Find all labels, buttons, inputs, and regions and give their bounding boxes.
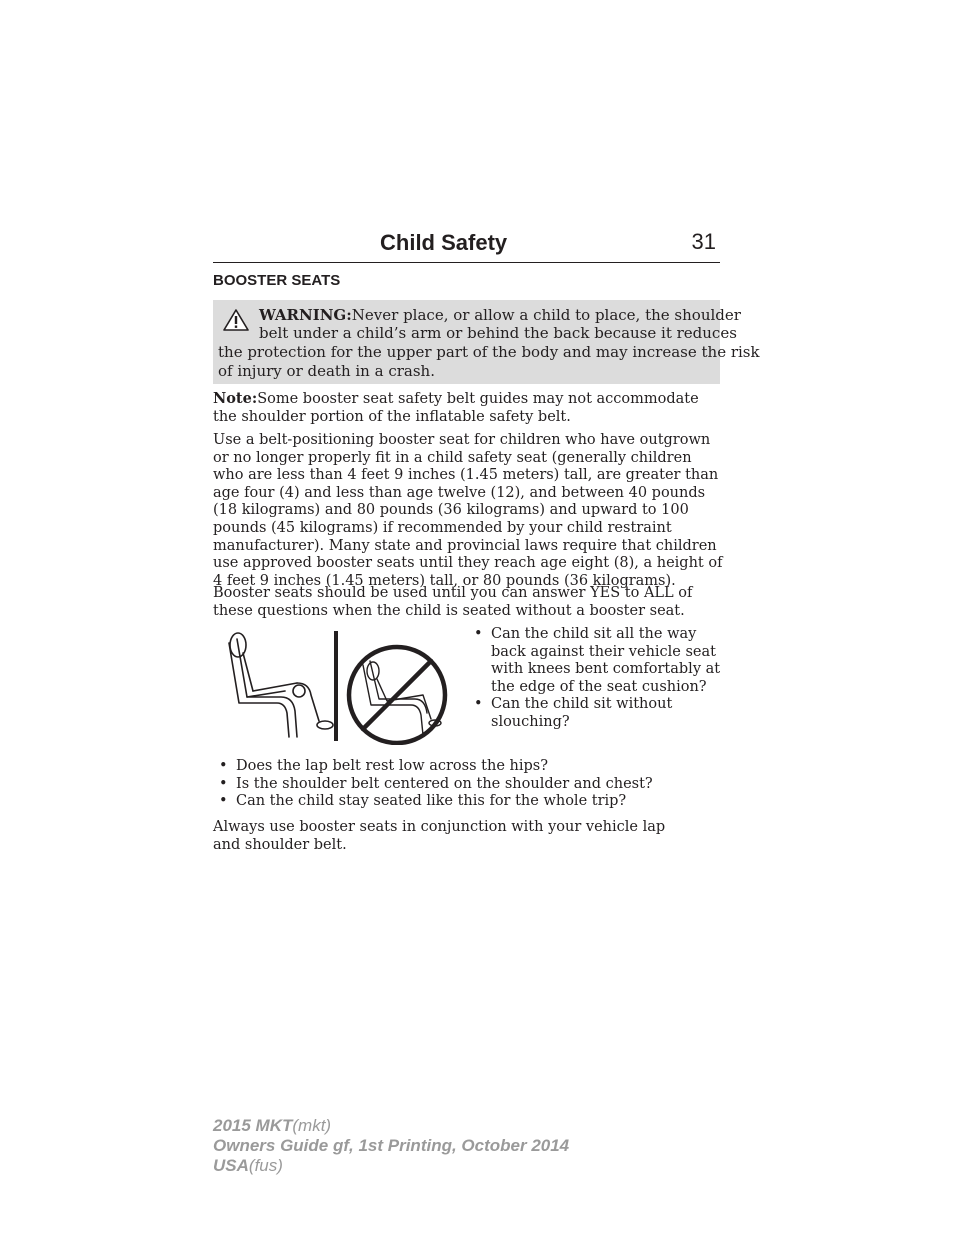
page-footer bbox=[213, 1116, 569, 1176]
list-item bbox=[213, 758, 723, 776]
footer-model: 2015 MKT bbox=[213, 1116, 293, 1135]
footer-market-code: (fus) bbox=[248, 1156, 283, 1175]
bullet-glyph: • bbox=[474, 626, 483, 642]
list-item-text: Is the shoulder belt centered on the shoulder and chest? bbox=[236, 775, 653, 792]
list-item-text: Can the child sit without slouching? bbox=[491, 696, 673, 730]
list-item bbox=[468, 696, 728, 731]
closing-paragraph: Always use booster seats in conjunction with your vehicle lap and shoulder belt. bbox=[213, 819, 666, 853]
footer-guide: Owners Guide gf, 1st Printing, October 2014 bbox=[213, 1136, 570, 1155]
list-item bbox=[468, 626, 728, 696]
bullet-glyph: • bbox=[474, 696, 483, 713]
warning-box bbox=[213, 300, 760, 384]
questions-intro-paragraph: Booster seats should be used until you can answer YES to ALL of these questions when the child is seated without a booster seat. bbox=[213, 585, 693, 619]
list-item-text: Can the child stay seated like this for the whole trip? bbox=[236, 793, 627, 810]
note-paragraph bbox=[213, 390, 723, 426]
warning-triangle-icon bbox=[223, 308, 249, 336]
usage-paragraph: Use a belt-positioning booster seat for children who have outgrown or no longer properly fit in a child safety seat (generally children who are less than 4 feet 9 inches (1.45 meters) tall, are greater than age four (4) and less than age twelve (12), and between 40 pounds (18 kilograms) and 80 pounds (36 kilograms) and upward to 100 pounds (45 kilograms) if recommended by your child restraint manufacturer). Many state and provincial laws require that children use approved booster seats until they reach age eight (8), a height of 4 feet 9 inches (1.45 meters) tall, or 80 pounds (36 kilograms). bbox=[213, 432, 723, 589]
page-number: 31 bbox=[691, 229, 716, 254]
warning-line-3: the protection for the upper part of the body and may increase the risk bbox=[218, 343, 760, 361]
list-item bbox=[213, 776, 723, 794]
footer-market: USA bbox=[213, 1156, 249, 1175]
bullet-glyph: • bbox=[219, 758, 228, 774]
side-bullet-list bbox=[468, 626, 728, 732]
footer-model-line bbox=[213, 1116, 569, 1136]
page-header bbox=[213, 226, 720, 263]
question-bullet-list bbox=[213, 758, 723, 811]
list-item-text: Does the lap belt rest low across the hips? bbox=[236, 758, 548, 774]
page-title: Child Safety bbox=[380, 230, 508, 255]
correct-child-foot bbox=[317, 721, 333, 729]
footer-guide-line bbox=[213, 1136, 569, 1156]
warning-label: WARNING: bbox=[259, 306, 352, 324]
note-label: Note: bbox=[213, 390, 258, 407]
bullet-glyph: • bbox=[219, 775, 228, 792]
list-item bbox=[213, 793, 723, 811]
footer-model-code: (mkt) bbox=[292, 1116, 332, 1135]
section-heading: BOOSTER SEATS bbox=[213, 272, 341, 289]
note-text: Some booster seat safety belt guides may not accommodate the shoulder portion of the inflatable safety belt. bbox=[213, 391, 699, 425]
footer-market-line bbox=[213, 1156, 569, 1176]
warning-line-4: of injury or death in a crash. bbox=[218, 362, 435, 380]
warning-text-1: Never place, or allow a child to place, the shoulder bbox=[351, 306, 741, 324]
bullet-glyph: • bbox=[219, 793, 228, 810]
list-item-text: Can the child sit all the way back against their vehicle seat with knees bent comfortably at the edge of the seat cushion? bbox=[491, 626, 721, 695]
warning-line-2: belt under a child’s arm or behind the back because it reduces bbox=[259, 324, 737, 342]
seating-position-illustration bbox=[225, 625, 460, 749]
